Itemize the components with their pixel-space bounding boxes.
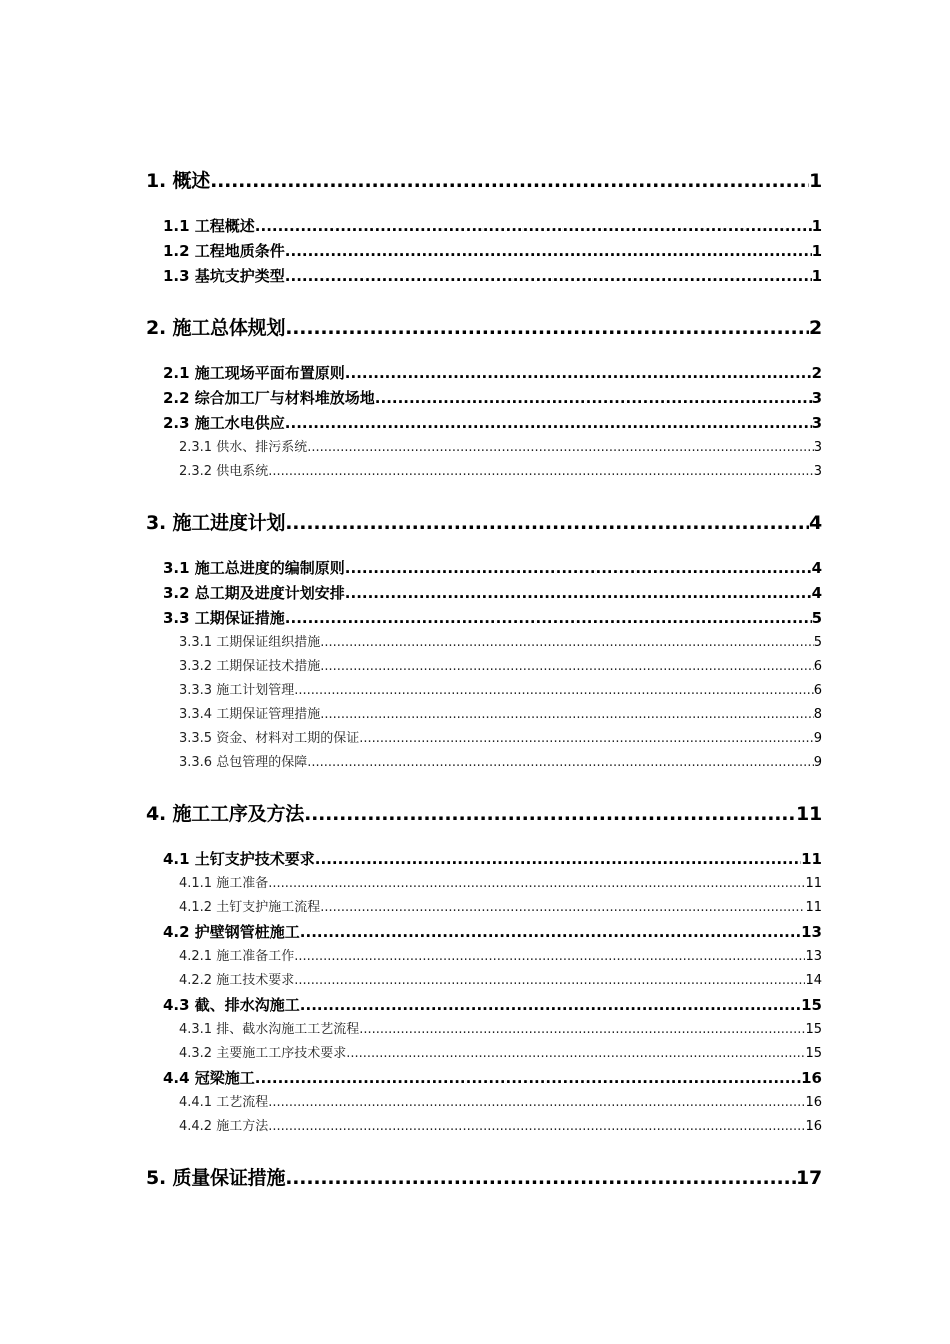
toc-dot-leader — [285, 510, 809, 536]
toc-entry-title: 4.3.1 排、截水沟施工工艺流程 — [179, 1022, 360, 1037]
toc-dot-leader — [285, 239, 812, 264]
toc-entry-page: 4 — [811, 584, 822, 602]
toc-entry-level-3[interactable] — [146, 727, 822, 751]
toc-entry-page: 3 — [811, 414, 822, 432]
toc-entry-page: 6 — [813, 659, 822, 674]
toc-dot-leader — [345, 581, 812, 606]
toc-entry-page: 11 — [805, 900, 822, 915]
toc-entry-level-2[interactable] — [146, 993, 822, 1018]
toc-entry-page: 2 — [811, 364, 822, 382]
toc-entry-page: 11 — [805, 876, 822, 891]
toc-entry-title: 4.1.2 土钉支护施工流程 — [179, 900, 321, 915]
toc-entry-title: 4.2 护壁钢管桩施工 — [163, 923, 300, 941]
toc-entry-level-3[interactable] — [146, 1115, 822, 1139]
toc-dot-leader — [255, 214, 812, 239]
toc-entry-page: 9 — [813, 755, 822, 770]
toc-entry-page: 3 — [813, 464, 822, 479]
toc-entry-level-3[interactable] — [146, 655, 822, 679]
toc-entry-level-3[interactable] — [146, 872, 822, 896]
toc-entry-level-2[interactable] — [146, 847, 822, 872]
toc-entry-title: 4.1.1 施工准备 — [179, 876, 269, 891]
toc-dot-leader — [320, 631, 814, 655]
toc-entry-page: 16 — [805, 1095, 822, 1110]
toc-dot-leader — [268, 460, 814, 484]
toc-entry-page: 2 — [808, 317, 822, 339]
toc-entry-page: 16 — [801, 1069, 822, 1087]
toc-entry-page: 4 — [808, 512, 822, 534]
toc-entry-level-3[interactable] — [146, 1042, 822, 1066]
toc-entry-level-3[interactable] — [146, 703, 822, 727]
toc-entry-level-2[interactable] — [146, 920, 822, 945]
toc-dot-leader — [346, 1042, 805, 1066]
toc-entry-level-2[interactable] — [146, 1066, 822, 1091]
toc-dot-leader — [285, 411, 812, 436]
toc-entry-level-2[interactable] — [146, 581, 822, 606]
toc-dot-leader — [268, 872, 805, 896]
toc-entry-title: 4.4.2 施工方法 — [179, 1119, 269, 1134]
toc-entry-level-1[interactable] — [146, 801, 822, 827]
toc-entry-page: 11 — [795, 803, 822, 825]
toc-entry-level-3[interactable] — [146, 751, 822, 775]
toc-entry-level-3[interactable] — [146, 1018, 822, 1042]
toc-entry-page: 8 — [813, 707, 822, 722]
toc-entry-level-3[interactable] — [146, 945, 822, 969]
toc-entry-level-3[interactable] — [146, 436, 822, 460]
toc-dot-leader — [307, 751, 814, 775]
toc-entry-title: 4.4.1 工艺流程 — [179, 1095, 269, 1110]
toc-dot-leader — [320, 703, 814, 727]
toc-entry-page: 13 — [801, 923, 822, 941]
toc-dot-leader — [307, 436, 814, 460]
toc-dot-leader — [375, 386, 812, 411]
toc-entry-title: 3.3.3 施工计划管理 — [179, 683, 295, 698]
toc-entry-level-2[interactable] — [146, 411, 822, 436]
toc-entry-page: 5 — [813, 635, 822, 650]
toc-entry-title: 4.2.2 施工技术要求 — [179, 973, 295, 988]
toc-entry-level-2[interactable] — [146, 606, 822, 631]
toc-entry-page: 16 — [805, 1119, 822, 1134]
toc-entry-title: 3.3.6 总包管理的保障 — [179, 755, 308, 770]
toc-entry-level-2[interactable] — [146, 556, 822, 581]
toc-entry-level-2[interactable] — [146, 361, 822, 386]
toc-entry-title: 4.3.2 主要施工工序技术要求 — [179, 1046, 347, 1061]
toc-dot-leader — [255, 1066, 801, 1091]
toc-entry-title: 2.2 综合加工厂与材料堆放场地 — [163, 389, 375, 407]
toc-dot-leader — [304, 801, 796, 827]
toc-dot-leader — [300, 920, 801, 945]
toc-entry-title: 1.1 工程概述 — [163, 217, 255, 235]
toc-dot-leader — [320, 655, 814, 679]
toc-entry-title: 3.3 工期保证措施 — [163, 609, 285, 627]
toc-entry-page: 1 — [811, 267, 822, 285]
toc-entry-title: 3.2 总工期及进度计划安排 — [163, 584, 345, 602]
toc-entry-title: 3.3.1 工期保证组织措施 — [179, 635, 321, 650]
toc-entry-level-2[interactable] — [146, 239, 822, 264]
toc-entry-title: 2. 施工总体规划 — [146, 317, 286, 339]
toc-dot-leader — [285, 606, 812, 631]
toc-entry-page: 13 — [805, 949, 822, 964]
toc-entry-title: 4.1 土钉支护技术要求 — [163, 850, 315, 868]
toc-entry-page: 15 — [805, 1046, 822, 1061]
toc-entry-page: 1 — [811, 242, 822, 260]
toc-entry-title: 4. 施工工序及方法 — [146, 803, 305, 825]
toc-entry-page: 9 — [813, 731, 822, 746]
toc-entry-level-3[interactable] — [146, 460, 822, 484]
toc-entry-title: 2.1 施工现场平面布置原则 — [163, 364, 345, 382]
toc-entry-page: 15 — [801, 996, 822, 1014]
toc-dot-leader — [294, 679, 814, 703]
toc-entry-page: 6 — [813, 683, 822, 698]
toc-dot-leader — [359, 1018, 805, 1042]
toc-entry-title: 1.3 基坑支护类型 — [163, 267, 285, 285]
table-of-contents — [146, 168, 822, 1211]
toc-entry-level-2[interactable] — [146, 264, 822, 289]
toc-entry-page: 3 — [813, 440, 822, 455]
toc-entry-page: 1 — [808, 170, 822, 192]
toc-entry-title: 3.3.2 工期保证技术措施 — [179, 659, 321, 674]
toc-dot-leader — [285, 315, 809, 341]
toc-entry-page: 1 — [811, 217, 822, 235]
toc-dot-leader — [345, 361, 812, 386]
toc-dot-leader — [268, 1115, 805, 1139]
toc-dot-leader — [285, 264, 812, 289]
toc-entry-title: 2.3.1 供水、排污系统 — [179, 440, 308, 455]
toc-entry-title: 3.1 施工总进度的编制原则 — [163, 559, 345, 577]
toc-entry-level-3[interactable] — [146, 896, 822, 920]
toc-entry-title: 4.3 截、排水沟施工 — [163, 996, 300, 1014]
toc-entry-title: 3.3.4 工期保证管理措施 — [179, 707, 321, 722]
toc-entry-title: 3.3.5 资金、材料对工期的保证 — [179, 731, 360, 746]
toc-dot-leader — [300, 993, 801, 1018]
toc-entry-level-2[interactable] — [146, 214, 822, 239]
toc-entry-page: 15 — [805, 1022, 822, 1037]
toc-entry-title: 5. 质量保证措施 — [146, 1167, 286, 1189]
toc-dot-leader — [285, 1165, 796, 1191]
toc-entry-level-1[interactable] — [146, 1165, 822, 1191]
toc-entry-title: 4.2.1 施工准备工作 — [179, 949, 295, 964]
toc-entry-level-3[interactable] — [146, 631, 822, 655]
toc-dot-leader — [315, 847, 801, 872]
toc-entry-title: 3. 施工进度计划 — [146, 512, 286, 534]
toc-entry-level-3[interactable] — [146, 969, 822, 993]
toc-entry-page: 5 — [811, 609, 822, 627]
toc-entry-level-2[interactable] — [146, 386, 822, 411]
toc-dot-leader — [294, 969, 805, 993]
toc-entry-page: 14 — [805, 973, 822, 988]
toc-entry-level-3[interactable] — [146, 1091, 822, 1115]
toc-dot-leader — [345, 556, 812, 581]
toc-dot-leader — [320, 896, 805, 920]
toc-entry-page: 4 — [811, 559, 822, 577]
toc-entry-page: 3 — [811, 389, 822, 407]
toc-entry-title: 1.2 工程地质条件 — [163, 242, 285, 260]
toc-entry-level-1[interactable] — [146, 510, 822, 536]
toc-entry-level-1[interactable] — [146, 315, 822, 341]
toc-entry-title: 2.3.2 供电系统 — [179, 464, 269, 479]
toc-entry-page: 17 — [795, 1167, 822, 1189]
toc-entry-title: 1. 概述 — [146, 170, 211, 192]
toc-entry-title: 4.4 冠梁施工 — [163, 1069, 255, 1087]
toc-entry-title: 2.3 施工水电供应 — [163, 414, 285, 432]
toc-entry-level-3[interactable] — [146, 679, 822, 703]
toc-dot-leader — [359, 727, 814, 751]
toc-dot-leader — [294, 945, 805, 969]
toc-dot-leader — [268, 1091, 805, 1115]
toc-entry-level-1[interactable] — [146, 168, 822, 194]
toc-dot-leader — [210, 168, 809, 194]
toc-entry-page: 11 — [801, 850, 822, 868]
